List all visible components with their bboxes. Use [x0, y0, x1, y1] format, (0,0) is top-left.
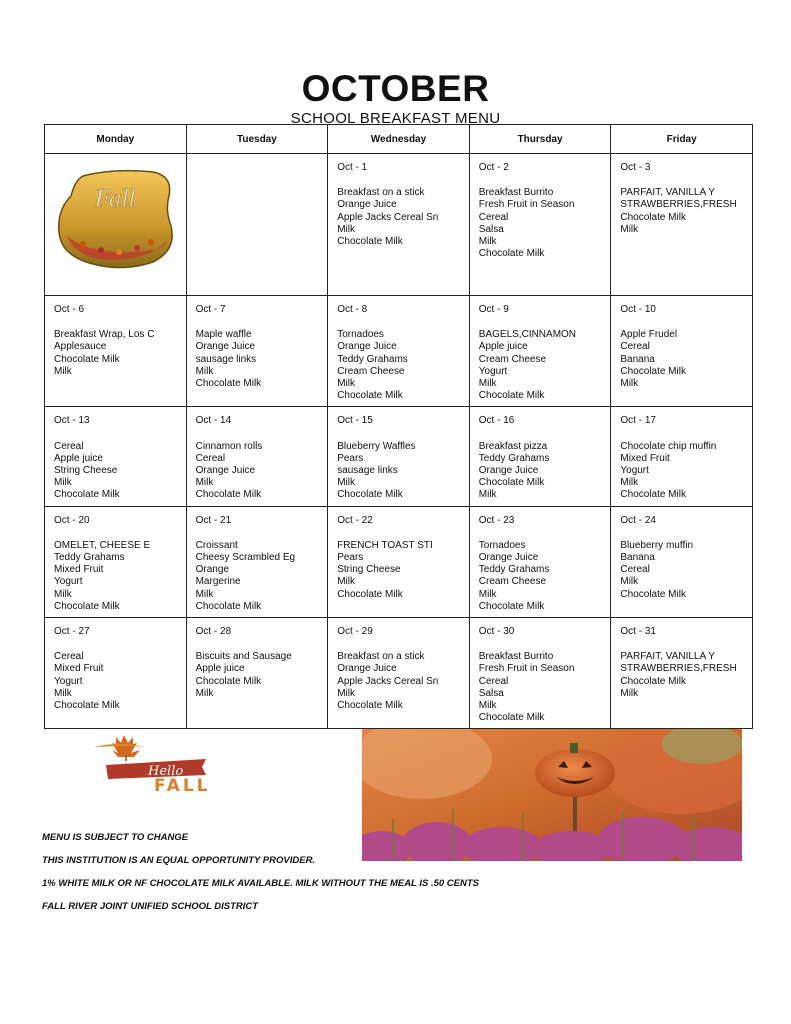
menu-item: Tornadoes: [478, 539, 526, 551]
menu-item: Chocolate Milk: [478, 390, 545, 402]
menu-item: Orange Juice: [337, 663, 397, 675]
menu-item: Milk: [337, 576, 355, 588]
menu-date: Oct - 6: [54, 304, 85, 315]
menu-item: PARFAIT, VANILLA Y: [620, 187, 715, 199]
menu-item: Pears: [337, 552, 364, 564]
menu-table: [44, 124, 753, 729]
menu-item: OMELET, CHEESE E: [54, 539, 151, 551]
menu-item: Milk: [195, 588, 214, 600]
menu-item: Cereal: [54, 651, 84, 663]
menu-item: Mixed Fruit: [620, 452, 670, 464]
note-line: 1% WHITE MILK OR NF CHOCOLATE MILK AVAILABLE. MILK WITHOUT THE MEAL IS .50 CENTS: [42, 878, 479, 889]
menu-item: PARFAIT, VANILLA Y: [620, 651, 715, 663]
menu-date: Oct - 31: [620, 626, 656, 638]
menu-item: Orange Juice: [337, 199, 397, 211]
menu-date: Oct - 9: [478, 304, 509, 315]
hello-fall-graphic: [86, 733, 266, 793]
menu-item: Cream Cheese: [337, 365, 405, 377]
menu-item: Orange Juice: [337, 341, 397, 353]
menu-item: Salsa: [478, 223, 504, 235]
day-cell-friday: [611, 154, 753, 296]
menu-item: FRENCH TOAST STI: [337, 539, 433, 551]
menu-item: Banana: [620, 552, 655, 564]
day-header-friday: Friday: [611, 125, 753, 154]
week-row: [45, 407, 753, 506]
day-cell-friday: [611, 618, 753, 729]
menu-item: sausage links: [195, 353, 257, 365]
day-cell-tuesday: [186, 154, 328, 296]
menu-item: Chocolate Milk: [478, 600, 545, 612]
menu-item: Chocolate Milk: [478, 712, 545, 724]
menu-item: Orange: [195, 564, 229, 576]
menu-item: Chocolate Milk: [620, 675, 686, 687]
day-cell-thursday: [469, 407, 611, 506]
menu-date: Oct - 27: [54, 626, 90, 638]
menu-item: Cereal: [195, 452, 226, 464]
day-cell-thursday: [469, 506, 611, 617]
day-cell-wednesday: [328, 407, 470, 506]
menu-date: Oct - 20: [54, 514, 90, 526]
menu-item: Chocolate Milk: [337, 390, 403, 402]
menu-item: Milk: [478, 700, 497, 712]
menu-item: Apple juice: [54, 452, 103, 464]
menu-item: Orange Juice: [195, 341, 256, 353]
day-cell-thursday: [469, 618, 611, 729]
menu-item: STRAWBERRIES,FRESH: [620, 199, 737, 211]
menu-date: Oct - 23: [478, 514, 515, 526]
page-title: OCTOBER: [301, 68, 490, 109]
menu-date: Oct - 15: [337, 415, 373, 427]
menu-item: Cream Cheese: [478, 576, 547, 588]
menu-date: Oct - 24: [620, 514, 656, 526]
menu-item: STRAWBERRIES,FRESH: [620, 663, 737, 675]
menu-item: Chocolate Milk: [478, 477, 545, 489]
menu-item: Maple waffle: [195, 329, 252, 341]
menu-item: Chocolate Milk: [54, 600, 120, 612]
menu-item: Chocolate Milk: [195, 489, 262, 501]
menu-item: Pears: [337, 452, 364, 464]
day-cell-thursday: [469, 154, 611, 296]
menu-item: Cream Cheese: [478, 353, 547, 365]
menu-item: Fresh Fruit in Season: [478, 663, 575, 675]
menu-item: Chocolate chip muffin: [620, 440, 717, 452]
menu-item: Chocolate Milk: [195, 378, 262, 390]
menu-date: Oct - 8: [337, 304, 368, 315]
note-line: FALL RIVER JOINT UNIFIED SCHOOL DISTRICT: [42, 901, 259, 912]
menu-date: Oct - 13: [54, 415, 90, 427]
day-cell-wednesday: [328, 506, 470, 617]
menu-item: Apple juice: [195, 663, 245, 675]
day-cell-wednesday: [328, 296, 470, 407]
menu-item: Chocolate Milk: [337, 588, 403, 600]
hello-script-text: Hello: [148, 764, 184, 779]
menu-item: Breakfast Wrap, Los C: [54, 329, 155, 341]
day-cell-monday: [45, 407, 187, 506]
menu-date: Oct - 16: [478, 415, 515, 427]
day-cell-friday: [611, 296, 753, 407]
day-header-tuesday: Tuesday: [186, 125, 328, 154]
menu-date: Oct - 3: [620, 162, 651, 173]
menu-item: Chocolate Milk: [337, 489, 403, 501]
menu-item: Milk: [195, 365, 214, 377]
fall-word-text: FALL: [154, 776, 211, 793]
menu-item: Cheesy Scrambled Eg: [195, 552, 296, 564]
menu-item: Teddy Grahams: [478, 564, 550, 576]
menu-item: Cereal: [620, 564, 650, 576]
menu-date: Oct - 22: [337, 514, 373, 526]
day-cell-monday: [45, 618, 187, 729]
menu-item: Milk: [54, 477, 72, 489]
menu-date: Oct - 29: [337, 626, 373, 638]
menu-item: String Cheese: [54, 465, 118, 477]
day-cell-wednesday: [328, 618, 470, 729]
menu-item: Tornadoes: [337, 329, 384, 341]
menu-item: Orange Juice: [478, 552, 539, 564]
menu-item: Milk: [337, 687, 355, 699]
menu-item: Breakfast on a stick: [337, 651, 425, 663]
menu-item: Fresh Fruit in Season: [478, 199, 575, 211]
menu-item: Milk: [620, 477, 639, 489]
menu-item: String Cheese: [337, 564, 401, 576]
menu-item: Milk: [478, 378, 497, 390]
menu-item: Teddy Grahams: [478, 452, 550, 464]
menu-date: Oct - 21: [195, 514, 232, 526]
menu-item: sausage links: [337, 465, 398, 477]
menu-item: Teddy Grahams: [337, 353, 408, 365]
menu-item: Cinnamon rolls: [195, 440, 263, 452]
day-cell-monday: [45, 296, 187, 407]
menu-item: Milk: [54, 687, 72, 699]
week-row: [45, 154, 753, 296]
maple-leaf-icon: [94, 735, 146, 761]
menu-item: Milk: [620, 378, 639, 390]
menu-item: Milk: [337, 378, 355, 390]
menu-item: Teddy Grahams: [54, 552, 125, 564]
menu-item: Milk: [195, 477, 214, 489]
menu-item: Blueberry muffin: [620, 539, 694, 551]
menu-item: Milk: [337, 477, 355, 489]
fall-badge-text: Fall: [95, 187, 136, 212]
menu-item: Milk: [195, 687, 214, 699]
menu-item: Chocolate Milk: [54, 700, 120, 712]
menu-item: Croissant: [195, 539, 238, 551]
menu-item: Chocolate Milk: [337, 236, 403, 248]
menu-item: Applesauce: [54, 341, 107, 353]
menu-item: Apple juice: [478, 341, 528, 353]
menu-item: Blueberry Waffles: [337, 440, 416, 452]
note-line: MENU IS SUBJECT TO CHANGE: [42, 832, 189, 843]
menu-date: Oct - 7: [195, 304, 226, 315]
menu-item: Milk: [478, 489, 497, 501]
menu-item: BAGELS,CINNAMON: [478, 329, 577, 341]
day-cell-friday: [611, 407, 753, 506]
day-cell-monday: [45, 506, 187, 617]
menu-item: Milk: [478, 236, 497, 248]
menu-date: Oct - 1: [337, 162, 368, 173]
menu-item: Margerine: [195, 576, 241, 588]
menu-item: Breakfast Burrito: [478, 187, 554, 199]
menu-item: Chocolate Milk: [195, 600, 262, 612]
menu-date: Oct - 28: [195, 626, 232, 638]
menu-item: Chocolate Milk: [620, 365, 686, 377]
menu-item: Milk: [337, 223, 355, 235]
menu-item: Cereal: [620, 341, 650, 353]
note-line: THIS INSTITUTION IS AN EQUAL OPPORTUNITY PROVIDER.: [42, 855, 316, 866]
menu-item: Milk: [54, 588, 72, 600]
week-row: [45, 506, 753, 617]
menu-item: Breakfast on a stick: [337, 187, 425, 199]
menu-item: Chocolate Milk: [478, 248, 545, 260]
menu-item: Orange Juice: [478, 465, 539, 477]
menu-item: Chocolate Milk: [54, 489, 120, 501]
menu-item: Milk: [620, 687, 639, 699]
day-header-thursday: Thursday: [469, 125, 611, 154]
menu-item: Cereal: [478, 675, 509, 687]
menu-item: Orange Juice: [195, 465, 256, 477]
day-cell-friday: [611, 506, 753, 617]
menu-item: Biscuits and Sausage: [195, 651, 292, 663]
menu-item: Yogurt: [620, 465, 649, 477]
day-cell-tuesday: [186, 618, 328, 729]
day-cell-wednesday: [328, 154, 470, 296]
menu-item: Mixed Fruit: [54, 564, 104, 576]
menu-item: Chocolate Milk: [620, 489, 686, 501]
menu-item: Mixed Fruit: [54, 663, 104, 675]
menu-item: Banana: [620, 353, 655, 365]
menu-item: Breakfast Burrito: [478, 651, 554, 663]
menu-date: Oct - 14: [195, 415, 232, 427]
menu-item: Milk: [620, 223, 639, 235]
day-cell-monday: [45, 154, 187, 296]
page-subtitle: SCHOOL BREAKFAST MENU: [290, 110, 501, 127]
menu-item: Chocolate Milk: [195, 675, 262, 687]
menu-item: Yogurt: [54, 675, 83, 687]
day-cell-tuesday: [186, 506, 328, 617]
menu-item: Apple Frudel: [620, 329, 678, 341]
menu-item: Chocolate Milk: [54, 353, 120, 365]
menu-item: Apple Jacks Cereal Sn: [337, 675, 439, 687]
menu-item: Cereal: [54, 440, 84, 452]
day-header-monday: Monday: [45, 125, 187, 154]
menu-item: Milk: [54, 365, 72, 377]
menu-item: Cereal: [478, 211, 509, 223]
menu-item: Salsa: [478, 687, 504, 699]
menu-item: Milk: [478, 588, 497, 600]
menu-date: Oct - 10: [620, 304, 656, 315]
fall-badge-icon: [53, 166, 179, 270]
day-cell-tuesday: [186, 296, 328, 407]
menu-date: Oct - 17: [620, 415, 656, 427]
footer-notes: [42, 832, 479, 924]
day-cell-tuesday: [186, 407, 328, 506]
menu-item: Yogurt: [54, 576, 83, 588]
menu-item: Chocolate Milk: [620, 211, 686, 223]
menu-date: Oct - 30: [478, 626, 515, 638]
week-row: [45, 618, 753, 729]
menu-item: Apple Jacks Cereal Sn: [337, 211, 439, 223]
menu-item: Breakfast pizza: [478, 440, 548, 452]
menu-item: Yogurt: [478, 365, 508, 377]
day-header-wednesday: Wednesday: [328, 125, 470, 154]
week-row: [45, 296, 753, 407]
menu-item: Chocolate Milk: [337, 700, 403, 712]
menu-date: Oct - 2: [478, 162, 509, 173]
day-header-row: [45, 125, 753, 154]
menu-item: Milk: [620, 576, 639, 588]
menu-item: Chocolate Milk: [620, 588, 686, 600]
day-cell-thursday: [469, 296, 611, 407]
